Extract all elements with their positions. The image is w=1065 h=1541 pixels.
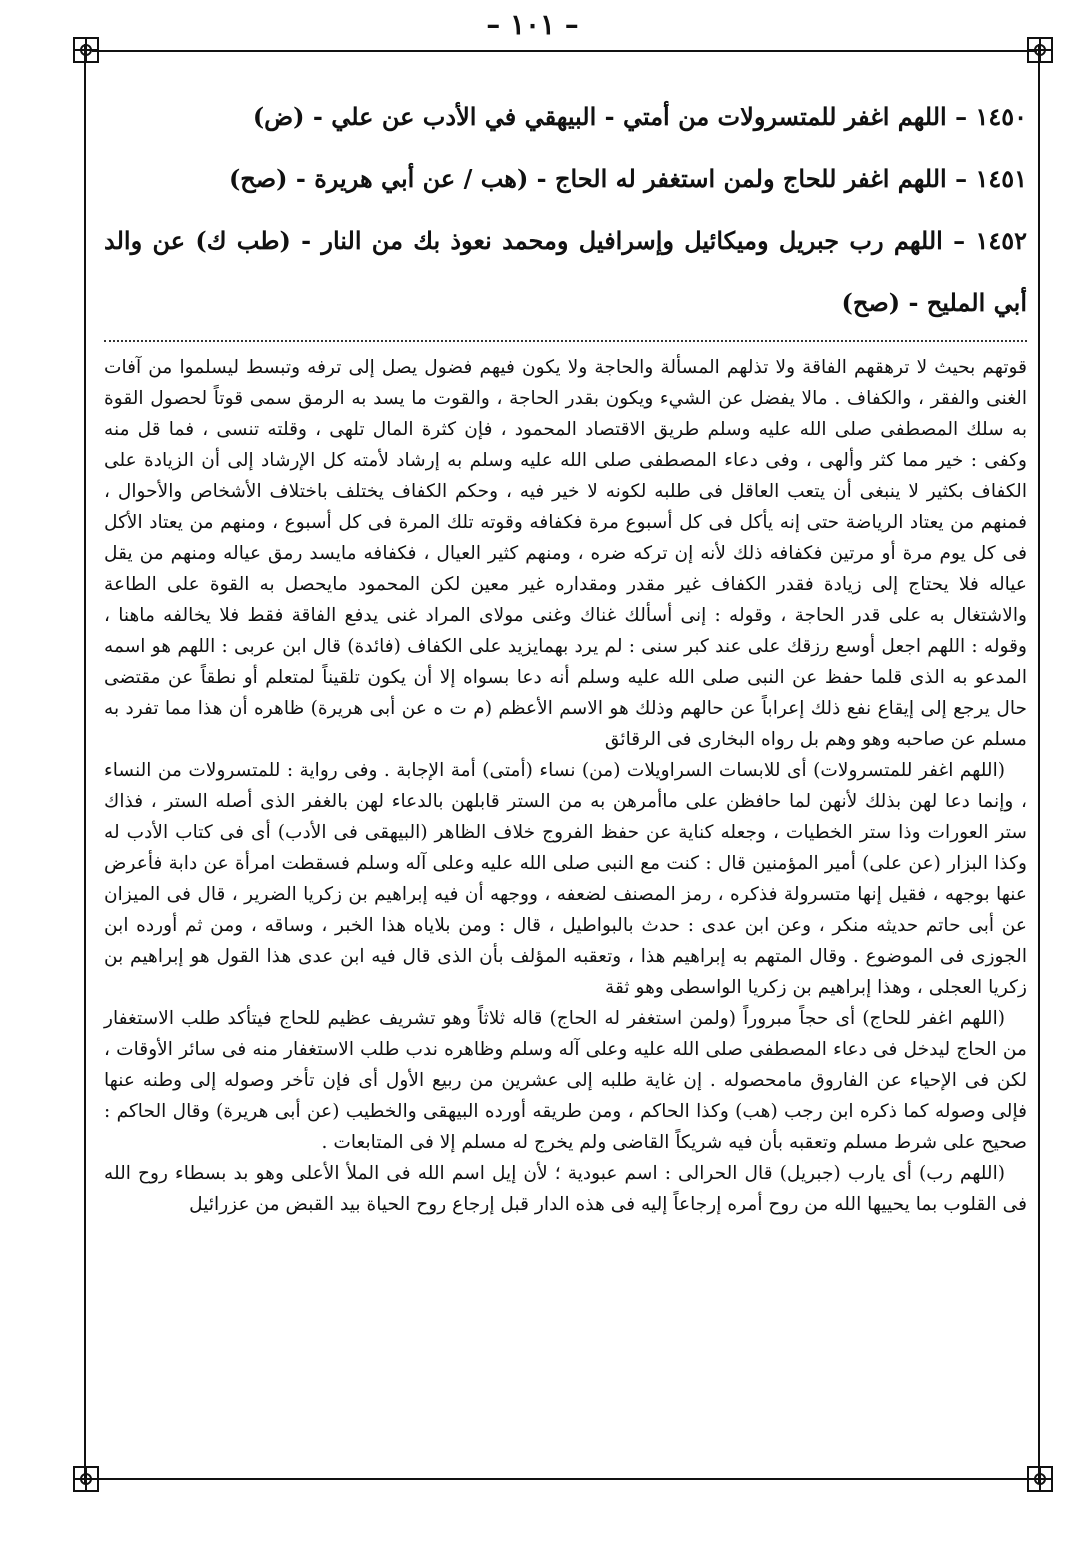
- top-rule: [92, 50, 1037, 52]
- corner-ornament-icon: [1026, 1465, 1054, 1493]
- hadith-1451: ١٤٥١ – اللهم اغفر للحاج ولمن استغفر له الحاج - (هب / عن أبي هريرة - (صح): [228, 164, 1027, 193]
- commentary-paragraph: (اللهم اغفر للحاج) أى حجاً مبروراً (ولمن استغفر له الحاج) قاله ثلاثاً وهو تشريف عظيم للحاج فيتأكد طلب الاستغفار من الحاج ليدخل فى دعاء المصطفى صلى الله عليه وعلى آله وسلم وظاهره ندب طلب الاستغفار منه فى سائر الأوقات ، لكن فى الإحياء عن الفاروق مامحصوله . إن غاية طلبه إلى عشرين من ربيع الأول أى فإن تأخر وصوله إلى وطنه عنها فإلى وصوله كما ذكره ابن رجب (هب) وكذا الحاكم ، ومن طريقه أورده البيهقى والخطيب (عن أبى هريرة) وقال الحاكم : صحيح على شرط مسلم وتعقبه بأن فيه شريكاً القاضى ولم يخرج له مسلم إلا فى المتابعات .: [104, 1008, 1027, 1153]
- hadith-1452: ١٤٥٢ – اللهم رب جبريل وميكائيل وإسرافيل ومحمد نعوذ بك من النار - (طب ك) عن والد أبي المليح - (صح): [104, 226, 1027, 317]
- page-body: [104, 86, 1027, 1220]
- corner-ornament-icon: [72, 1465, 100, 1493]
- commentary-paragraph: (اللهم رب) أى يارب (جبريل) قال الحرالى : اسم عبودية ؛ لأن إيل اسم الله فى الملأ الأعلى وهو بد بسطاء روح الله فى القلوب بما يحييها الله من روح أمره إرجاعاً إليه فى هذه الدار قبل إرجاع روح الحياة بيد القبض من عزرائيل: [104, 1163, 1027, 1215]
- commentary-paragraph: قوتهم بحيث لا ترهقهم الفاقة ولا تذلهم المسألة والحاجة ولا يكون فيهم فضول يصل إلى ترفه وتبسط ليسلموا من آفات الغنى والفقر ، والكفاف . مالا يفضل عن الشيء ويكون بقدر الحاجة ، والقوت ما يسد به الرمق سمى قوتاً لحصول القوة به سلك المصطفى صلى الله عليه وسلم طريق الاقتصاد المحمود ، فإن كثرة المال تلهى ، وقلته تنسى ، فما قل منه وكفى : خير مما كثر وألهى ، وفى دعاء المصطفى صلى الله عليه وسلم به إرشاد لأمته كل الإرشاد إلى أن الزيادة على الكفاف بكثير لا ينبغى أن يتعب العاقل فى طلبه لكونه لا خير فيه ، وحكم الكفاف يختلف باختلاف الأشخاص والأحوال ، فمنهم من يعتاد الرياضة حتى إنه يأكل فى كل أسبوع مرة فكفافه وقوته تلك المرة فى كل أسبوع ، ومنهم من يعتاد الأكل فى كل يوم مرة أو مرتين فكفافه ذلك لأنه إن تركه ضره ، ومنهم كثير العيال ، فكفافه مايسد رمق عياله ومنهم من يقل عياله فلا يحتاج إلى زيادة فقدر الكفاف غير مقدر ومقداره غير معين لكن المحمود مايحصل به القوة على الطاعة والاشتغال به على قدر الحاجة ، وقوله : إنى أسألك غناك وغنى مولاى المراد غنى يدفع الفاقة فقط فلا يخالفه ماهنا ، وقوله : اللهم اجعل أوسع رزقك على عند كبر سنى : لم يرد بهمايزيد على الكفاف (فائدة) قال ابن عربى : اللهم هو اسمه المدعو به الذى قلما حفظ عن النبى صلى الله عليه وسلم أنه دعا بسواه إلا أن يكون تلقيناً لمتعلم أو نطقاً عن مقتضى حال يرجع إلى إيقاع نفع ذلك إعراباً عن حالهم وذلك هو الاسم الأعظم (م ت ه عن أبى هريرة) ظاهره أن هذا مما تفرد به مسلم عن صاحبه وهو وهم بل رواه البخارى فى الرقائق: [104, 357, 1027, 750]
- hadith-1450: ١٤٥٠ – اللهم اغفر للمتسرولات من أمتي - البيهقي في الأدب عن علي - (ض): [252, 102, 1027, 131]
- page-number: – ١٠١ –: [486, 8, 579, 41]
- section-divider: [104, 340, 1027, 342]
- bottom-rule: [92, 1478, 1037, 1480]
- commentary-paragraph: (اللهم اغفر للمتسرولات) أى للابسات السراويلات (من) نساء (أمتى) أمة الإجابة . وفى رواية : للمتسرولات من النساء ، وإنما دعا لهن بذلك لأنهن لما حافظن على ماأمرهن به من الستر قابلهن بالدعاء لهن بالغفر الذى أصله الستر ، فذاك ستر العورات وذا ستر الخطيات ، وجعله كناية عن حفظ الفروج خلاف الظاهر (البيهقى فى الأدب) أى فى كتاب الأدب له وكذا البزار (عن على) أمير المؤمنين قال : كنت مع النبى صلى الله عليه وعلى آله وسلم فسقطت امرأة عن دابة فأعرض عنها بوجهه ، فقيل إنها متسرولة فذكره ، رمز المصنف لضعفه ، ووجهه أن فيه إبراهيم بن زكريا الضرير ، قال فى الميزان عن أبى حاتم حديثه منكر ، وعن ابن عدى : حدث بالبواطيل ، قال : ومن بلاياه هذا الخبر ، وساقه ، ومن ثم أورده ابن الجوزى فى الموضوع . وقال المتهم به إبراهيم هذا ، وتعقبه المؤلف بأن الذى قال فيه ابن عدى هذا القول هو إبراهيم بن زكريا العجلى ، وهذا إبراهيم بن زكريا الواسطى وهو ثقة: [104, 760, 1027, 998]
